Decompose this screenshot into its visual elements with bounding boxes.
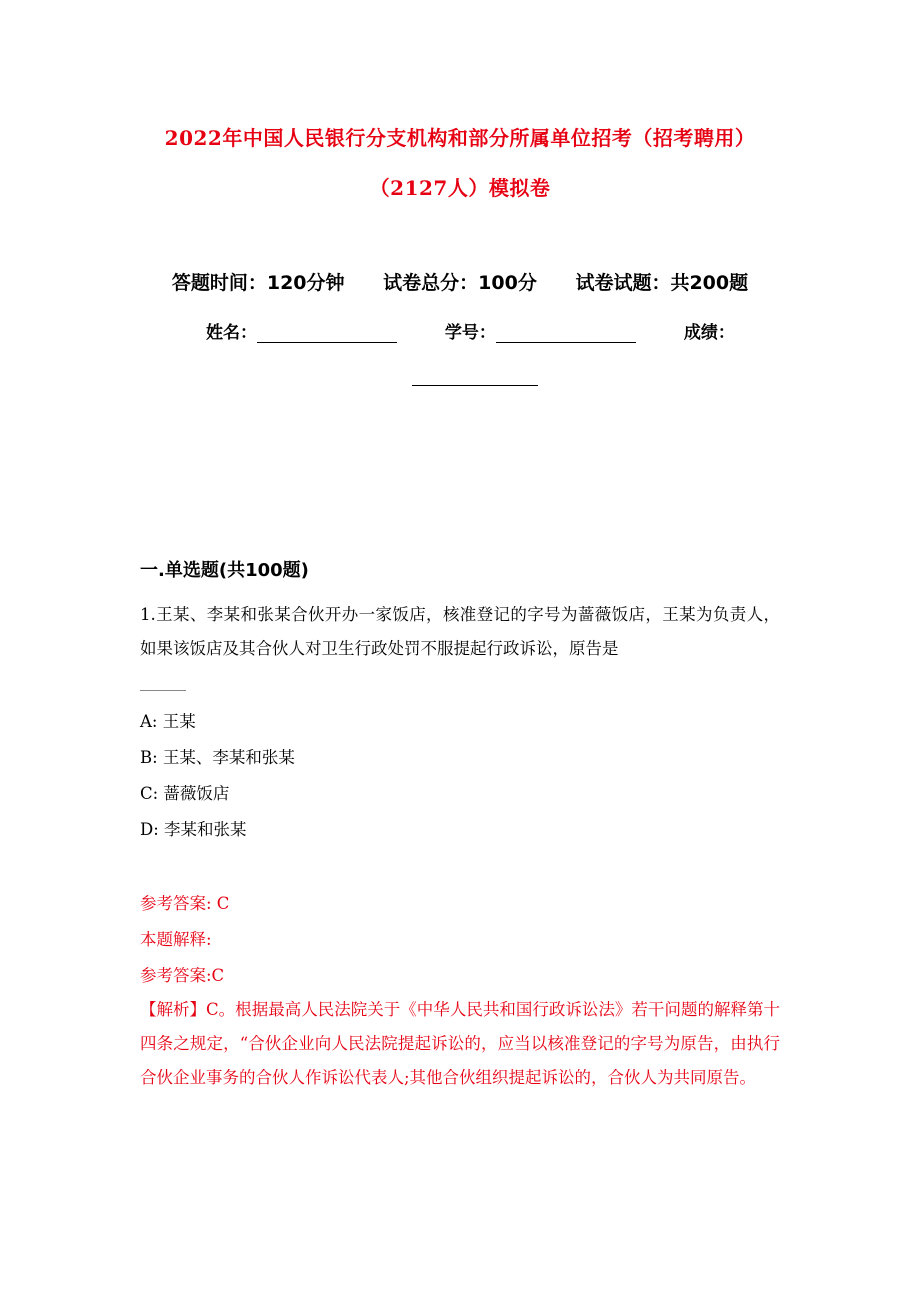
explanation-label: 本题解释:	[140, 930, 212, 949]
exam-time: 答题时间：120分钟	[171, 272, 345, 294]
exam-info	[0, 268, 920, 295]
score-label: 成绩：	[683, 323, 735, 343]
document-title-line-1: 2022年中国人民银行分支机构和部分所属单位招考（招考聘用）	[164, 126, 756, 150]
id-label: 学号：	[444, 323, 496, 343]
score-blank	[412, 385, 538, 386]
option-b: B: 王某、李某和张某	[140, 748, 295, 767]
exam-question-count: 试卷试题：共200题	[575, 272, 749, 294]
id-blank	[496, 324, 636, 343]
exam-total-score: 试卷总分：100分	[383, 272, 537, 294]
answer-blank	[140, 690, 186, 691]
question-text: 1.王某、李某和张某合伙开办一家饭店，核准登记的字号为蔷薇饭店，王某为负责人，如果该饭店及其合伙人对卫生行政处罚不服提起行政诉讼，原告是	[140, 605, 780, 658]
reference-answer-2: 参考答案:C	[140, 966, 225, 985]
reference-answer: 参考答案: C	[140, 894, 230, 913]
section-title: 一.单选题(共100题)	[140, 560, 309, 581]
name-blank	[257, 324, 397, 343]
candidate-fields	[206, 318, 766, 343]
option-d: D: 李某和张某	[140, 820, 247, 839]
document-title-line-2: （2127人）模拟卷	[369, 176, 551, 200]
option-c: C: 蔷薇饭店	[140, 784, 230, 803]
option-a: A: 王某	[140, 712, 196, 731]
explanation-text: 【解析】C。根据最高人民法院关于《中华人民共和国行政诉讼法》若干问题的解释第十四条之规定，“合伙企业向人民法院提起诉讼的，应当以核准登记的字号为原告，由执行合伙企业事务的合伙人作诉讼代表人;其他合伙组织提起诉讼的，合伙人为共同原告。	[140, 1000, 780, 1087]
name-label: 姓名：	[206, 323, 257, 343]
